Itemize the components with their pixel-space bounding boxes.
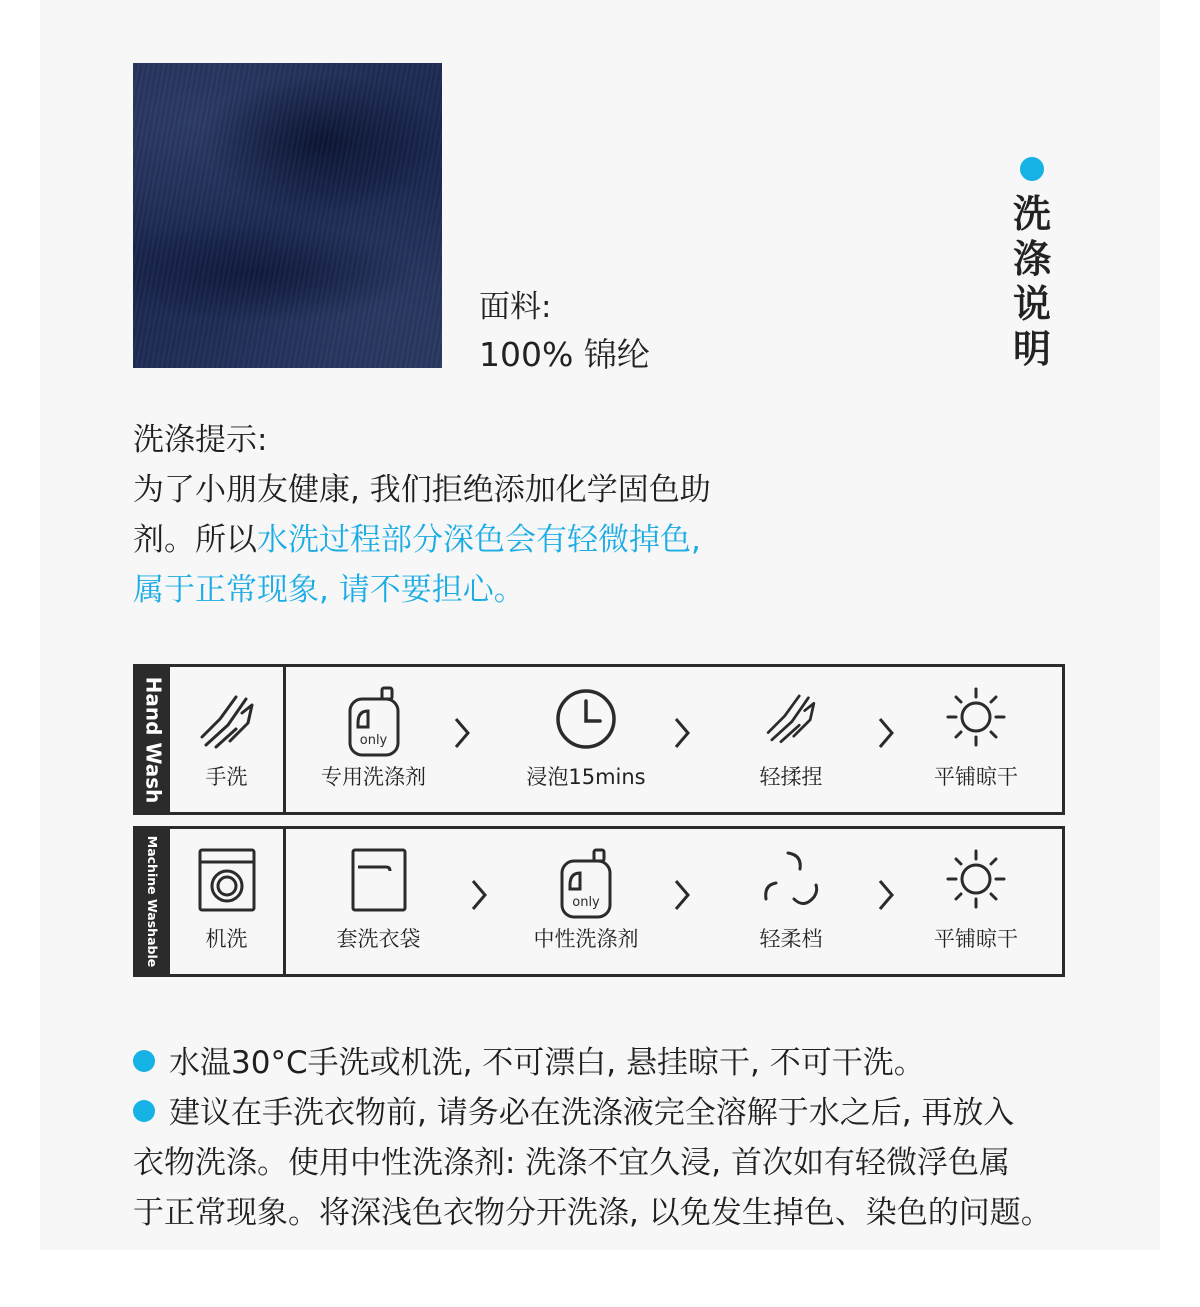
care-step — [170, 667, 283, 812]
machine-wash-table — [133, 826, 1065, 977]
side-label-text: Hand Wash — [141, 676, 165, 803]
note-item — [133, 1088, 1123, 1138]
care-step-label: 轻柔档 — [759, 927, 823, 951]
main-cell — [170, 829, 286, 974]
only-badge: only — [572, 895, 600, 910]
care-step-label: 平铺晾干 — [934, 765, 1018, 789]
note-text: 水温30°C手洗或机洗, 不可漂白, 悬挂晾干, 不可干洗。 — [169, 1045, 925, 1081]
material-value: 100% 锦纶 — [479, 335, 650, 374]
section-title — [1010, 192, 1054, 372]
care-step — [916, 829, 1036, 974]
side-label — [136, 667, 170, 812]
side-label-text: Machine Washable — [145, 835, 161, 968]
material-label: 面料: — [479, 289, 552, 325]
washing-tips — [133, 415, 813, 615]
care-step — [511, 829, 661, 974]
section-title-char: 洗 — [1012, 192, 1051, 236]
tips-text: 剂。所以 — [133, 522, 257, 558]
hand-knead-icon — [759, 685, 823, 749]
section-title-char: 说 — [1012, 282, 1051, 326]
tips-heading: 洗涤提示: — [133, 422, 268, 458]
chevron-right-icon — [452, 715, 472, 751]
care-step-label: 手洗 — [205, 765, 248, 789]
only-badge: only — [359, 733, 388, 748]
care-step — [311, 829, 446, 974]
sun-icon — [944, 685, 1008, 749]
care-step — [916, 667, 1036, 812]
chevron-right-icon — [672, 877, 692, 913]
care-step-label: 轻揉捏 — [759, 765, 823, 789]
chevron-right-icon — [876, 715, 896, 751]
sun-icon — [944, 847, 1008, 911]
washing-machine-icon — [197, 847, 257, 913]
side-label — [136, 829, 170, 974]
hand-wash-table — [133, 664, 1065, 815]
section-dot-icon — [1020, 157, 1044, 181]
tips-highlight: 属于正常现象, 请不要担心。 — [133, 572, 525, 608]
bullet-dot-icon — [133, 1050, 155, 1072]
care-step-label: 专用洗涤剂 — [321, 765, 426, 789]
care-step-label: 套洗衣袋 — [336, 927, 421, 951]
care-step — [726, 667, 856, 812]
chevron-right-icon — [469, 877, 489, 913]
tips-highlight: 水洗过程部分深色会有轻微掉色, — [257, 522, 701, 558]
note-text: 于正常现象。将深浅色衣物分开洗涤, 以免发生掉色、染色的问题。 — [133, 1195, 1052, 1231]
care-step-label: 中性洗涤剂 — [533, 927, 639, 951]
note-item — [133, 1038, 1123, 1088]
care-step — [170, 829, 283, 974]
tips-line — [133, 515, 813, 565]
care-step — [511, 667, 661, 812]
chevron-right-icon — [876, 877, 896, 913]
chevron-right-icon — [672, 715, 692, 751]
note-text: 建议在手洗衣物前, 请务必在洗涤液完全溶解于水之后, 再放入 — [169, 1095, 1015, 1131]
section-title-char: 明 — [1012, 327, 1051, 371]
gentle-cycle-icon — [760, 847, 822, 909]
note-text: 衣物洗涤。使用中性洗涤剂: 洗涤不宜久浸, 首次如有轻微浮色属 — [133, 1145, 1011, 1181]
care-step — [726, 829, 856, 974]
care-step-label: 平铺晾干 — [934, 927, 1018, 951]
care-step-label: 浸泡15mins — [526, 765, 646, 789]
section-title-char: 涤 — [1012, 237, 1051, 281]
main-cell — [170, 667, 286, 812]
hand-wash-icon — [192, 685, 262, 755]
tips-line: 为了小朋友健康, 我们拒绝添加化学固色助 — [133, 472, 711, 508]
clock-icon — [554, 685, 618, 749]
bullet-dot-icon — [133, 1100, 155, 1122]
care-step-label: 机洗 — [205, 927, 248, 951]
fabric-swatch-image — [133, 63, 442, 368]
care-step — [306, 667, 441, 812]
laundry-bag-icon — [350, 847, 408, 913]
care-notes — [133, 1038, 1123, 1238]
